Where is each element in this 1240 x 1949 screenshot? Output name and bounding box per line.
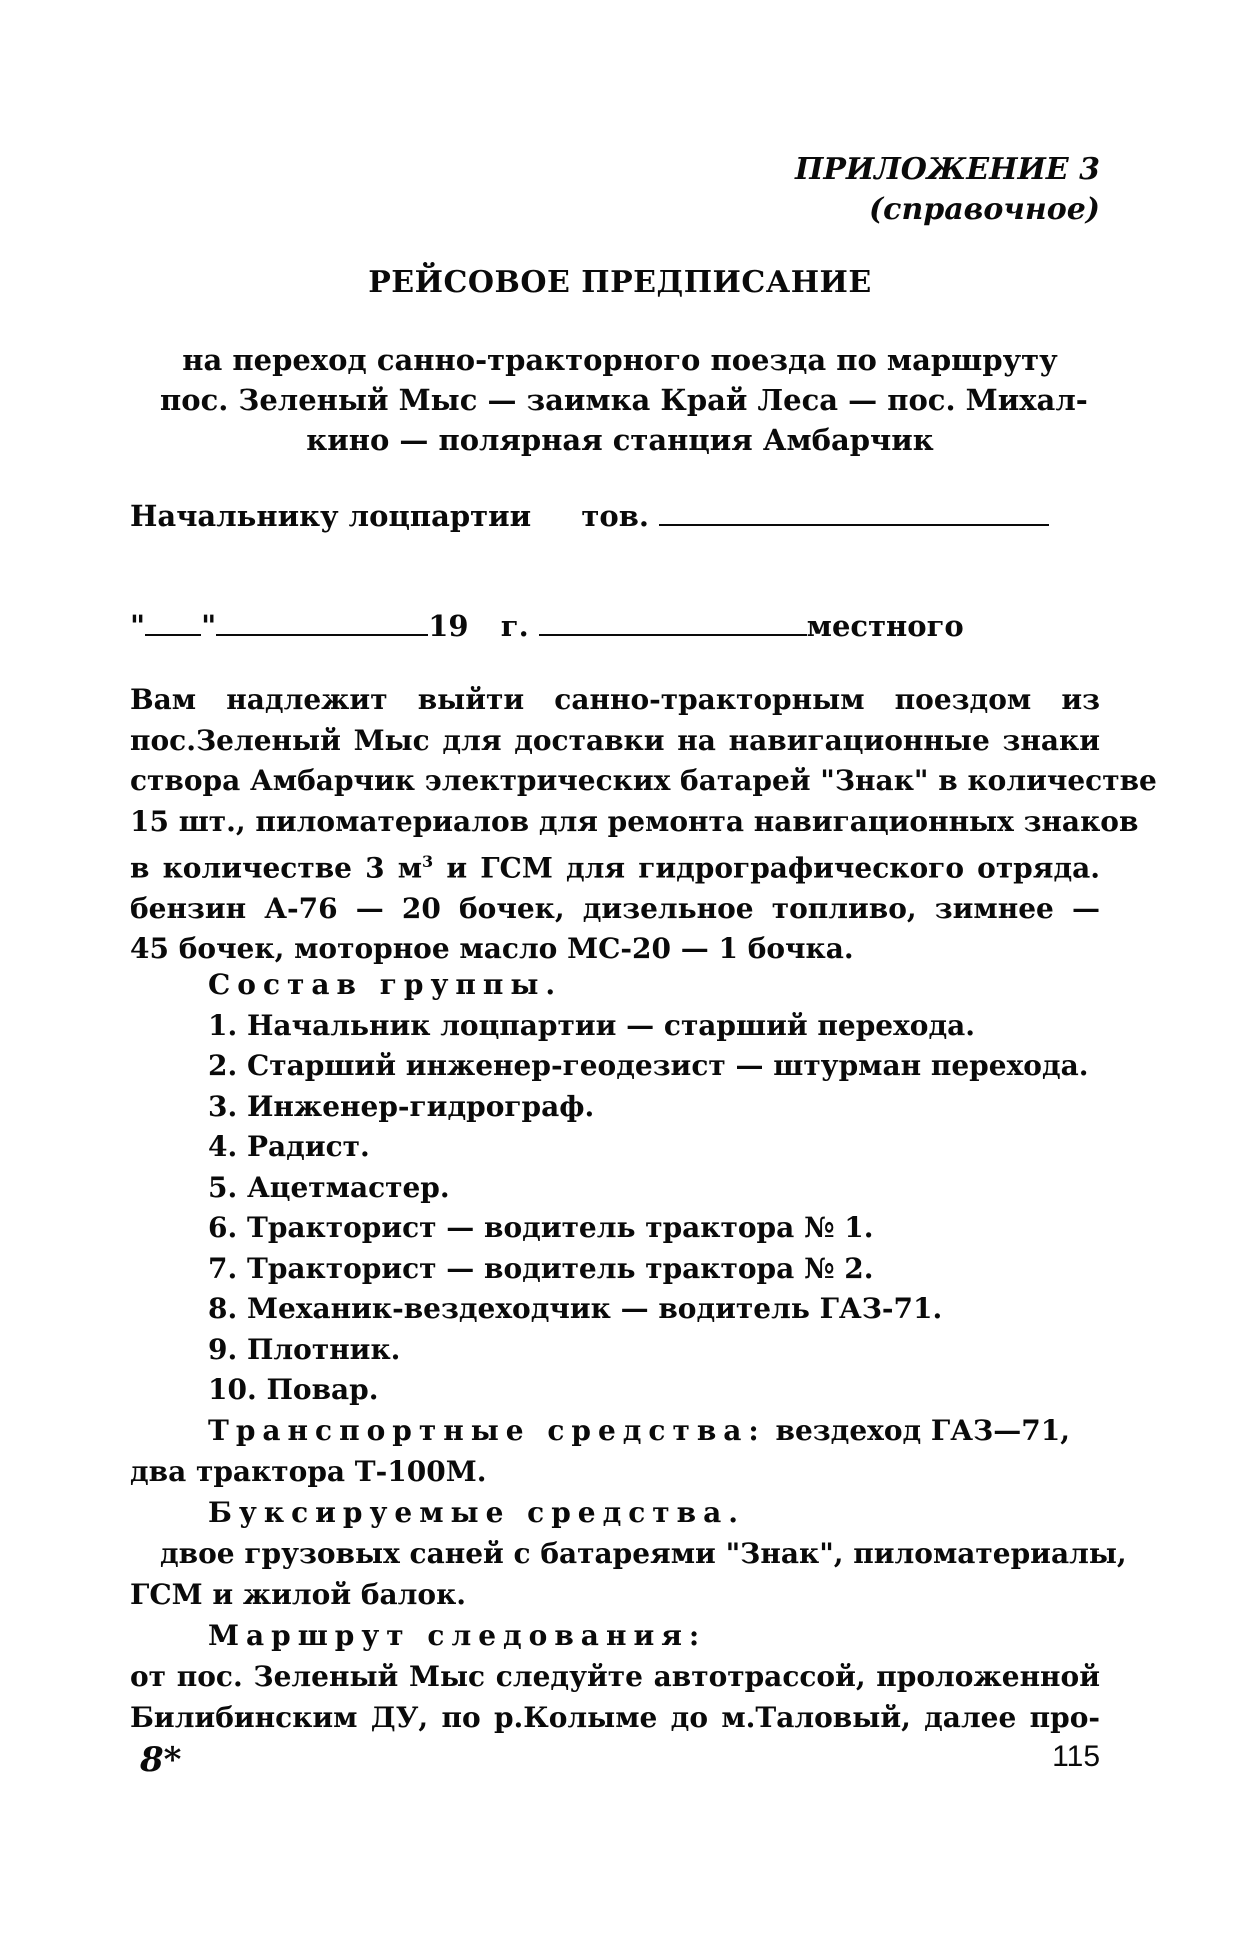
transport-text: вездеход ГАЗ—71, — [765, 1414, 1070, 1447]
group-member: 10. Повар. — [208, 1373, 379, 1406]
date-close-quote: " — [201, 609, 217, 643]
document-subtitle — [160, 340, 1088, 460]
paragraph-line: бензин А-76 — 20 бочек, дизельное топливо, зимнее — — [130, 891, 1100, 925]
towed-title: Буксируемые средства. — [208, 1496, 746, 1529]
subtitle-line: кино — полярная станция Амбарчик — [306, 423, 934, 457]
date-year: 19 — [428, 609, 469, 643]
paragraph-line: пос.Зеленый Мыс для доставки на навигационные знаки — [130, 723, 1100, 757]
paragraph-line: 45 бочек, моторное масло МС-20 — 1 бочка. — [130, 932, 854, 966]
page-number: 115 — [1052, 1740, 1100, 1773]
appendix-note: (справочное) — [868, 192, 1100, 227]
subtitle-line: на переход санно-тракторного поезда по маршруту — [182, 343, 1058, 377]
time-blank — [539, 608, 807, 636]
group-member: 7. Тракторист — водитель трактора № 2. — [208, 1251, 874, 1285]
instruction-paragraph — [130, 680, 1157, 970]
group-member: 2. Старший инженер-геодезист — штурман перехода. — [208, 1049, 1089, 1082]
towed-line-2: ГСМ и жилой балок. — [130, 1578, 467, 1611]
subtitle-line: пос. Зеленый Мыс — заимка Край Леса — пос. Михал- — [160, 383, 1088, 417]
group-title: Состав группы. — [208, 968, 563, 1001]
appendix-header — [795, 150, 1100, 230]
group-member: 8. Механик-вездеходчик — водитель ГАЗ-71. — [208, 1292, 943, 1325]
group-member: 9. Плотник. — [208, 1332, 401, 1366]
document-title: РЕЙСОВОЕ ПРЕДПИСАНИЕ — [368, 265, 872, 300]
group-member: 1. Начальник лоцпартии — старший перехода. — [208, 1008, 976, 1042]
date-line — [130, 608, 964, 643]
route-title: Маршрут следования: — [208, 1619, 707, 1652]
day-blank — [145, 608, 201, 636]
paragraph-line: створа Амбарчик электрических батарей "Знак" в количестве — [130, 764, 1157, 797]
addressee-line — [130, 498, 1049, 533]
paragraph-line: 15 шт., пиломатериалов для ремонта навигационных знаков — [130, 804, 1139, 838]
cubic-superscript: 3 — [422, 852, 434, 871]
group-member: 4. Радист. — [208, 1130, 370, 1163]
transport-line-2: два трактора Т-100М. — [130, 1455, 487, 1488]
paragraph-line: Вам надлежит выйти санно-тракторным поездом из — [130, 683, 1100, 716]
transport-line — [130, 1410, 1100, 1451]
paragraph-line-quantity — [130, 842, 1100, 889]
quantity-text-rest: и ГСМ для гидрографического отряда. — [433, 851, 1100, 885]
route-line-2: Билибинским ДУ, по р.Колыме до м.Таловый, далее про- — [130, 1701, 1100, 1734]
date-year-suffix: г. — [500, 609, 529, 643]
quantity-text: в количестве 3 м — [130, 851, 423, 885]
signature-mark: 8* — [140, 1740, 182, 1780]
date-open-quote: " — [130, 609, 146, 643]
month-blank — [216, 608, 428, 636]
group-member: 3. Инженер-гидрограф. — [208, 1089, 595, 1123]
addressee-blank — [659, 498, 1049, 526]
appendix-label: ПРИЛОЖЕНИЕ 3 — [794, 152, 1100, 187]
group-member: 5. Ацетмастер. — [208, 1170, 450, 1204]
addressee-comrade: тов. — [581, 499, 649, 533]
transport-and-route — [130, 1410, 1127, 1738]
date-local: местного — [806, 609, 964, 643]
addressee-label: Начальнику лоцпартии — [130, 499, 532, 533]
route-line: от пос. Зеленый Мыс следуйте автотрассой, проложенной — [130, 1660, 1100, 1693]
towed-line: двое грузовых саней с батареями "Знак", пиломатериалы, — [160, 1537, 1127, 1570]
group-section — [208, 965, 1089, 1411]
group-member: 6. Тракторист — водитель трактора № 1. — [208, 1211, 874, 1244]
transport-title: Транспортные средства: — [208, 1414, 766, 1447]
